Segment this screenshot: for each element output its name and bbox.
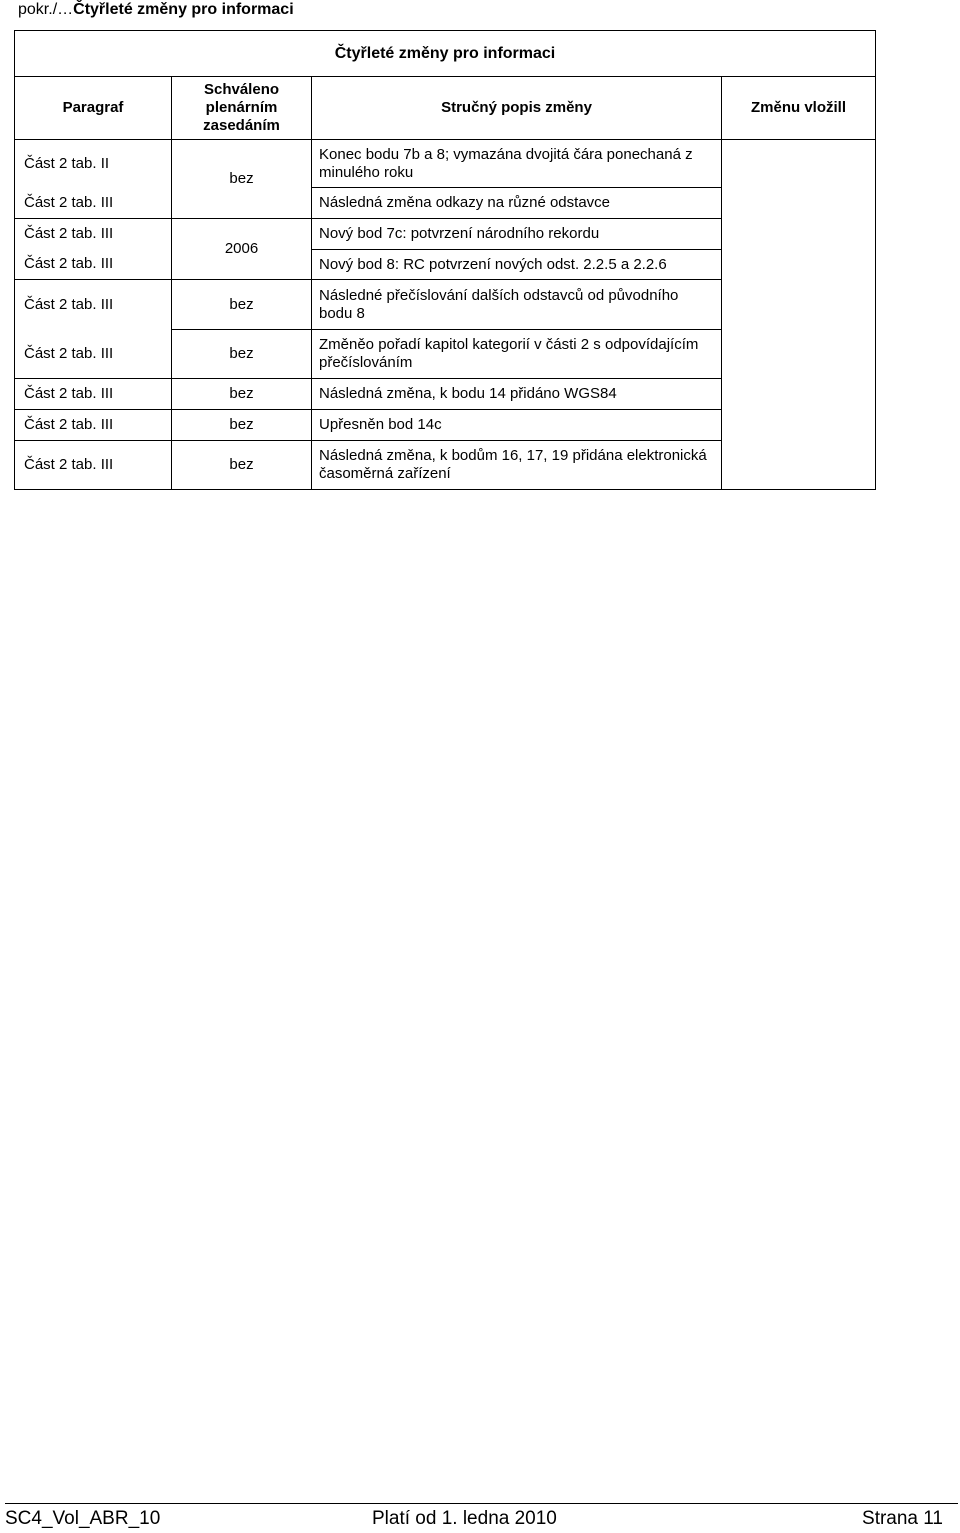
cell-approved: bez <box>172 140 312 219</box>
header-approved: Schváleno plenárním zasedáním <box>172 77 312 140</box>
cell-paragraph: Část 2 tab. III <box>15 330 172 379</box>
breadcrumb-current: Čtyřleté změny pro informaci <box>73 1 294 18</box>
changes-table <box>14 30 876 490</box>
cell-paragraph: Část 2 tab. III <box>15 250 172 280</box>
cell-paragraph: Část 2 tab. II <box>15 140 172 188</box>
cell-paragraph: Část 2 tab. III <box>15 379 172 410</box>
cell-description: Upřesněn bod 14c <box>312 410 722 441</box>
footer-page-number: Strana 11 <box>862 1508 943 1529</box>
cell-approved: bez <box>172 280 312 330</box>
table-header-row <box>15 77 876 140</box>
cell-description: Nový bod 7c: potvrzení národního rekordu <box>312 219 722 250</box>
cell-approved: 2006 <box>172 219 312 280</box>
breadcrumb <box>18 0 294 20</box>
header-paragraph: Paragraf <box>15 77 172 140</box>
cell-paragraph: Část 2 tab. III <box>15 280 172 330</box>
cell-description: Následná změna, k bodům 16, 17, 19 přidána elektronická časoměrná zařízení <box>312 441 722 490</box>
table-title-row <box>15 31 876 77</box>
footer-divider <box>5 1503 958 1504</box>
breadcrumb-prefix: pokr./… <box>18 1 74 18</box>
header-entered-by: Změnu vložill <box>722 77 876 140</box>
cell-approved: bez <box>172 330 312 379</box>
header-description: Stručný popis změny <box>312 77 722 140</box>
cell-paragraph: Část 2 tab. III <box>15 219 172 250</box>
cell-paragraph: Část 2 tab. III <box>15 188 172 219</box>
footer-valid-from: Platí od 1. ledna 2010 <box>372 1508 557 1529</box>
cell-description: Následná změna, k bodu 14 přidáno WGS84 <box>312 379 722 410</box>
table-row <box>15 140 876 188</box>
cell-description: Nový bod 8: RC potvrzení nových odst. 2.2.5 a 2.2.6 <box>312 250 722 280</box>
cell-description: Následné přečíslování dalších odstavců od původního bodu 8 <box>312 280 722 330</box>
table-title: Čtyřleté změny pro informaci <box>15 31 876 77</box>
cell-approved: bez <box>172 410 312 441</box>
cell-paragraph: Část 2 tab. III <box>15 410 172 441</box>
cell-paragraph: Část 2 tab. III <box>15 441 172 490</box>
cell-description: Následná změna odkazy na různé odstavce <box>312 188 722 219</box>
footer-document-id: SC4_Vol_ABR_10 <box>5 1508 161 1529</box>
cell-description: Konec bodu 7b a 8; vymazána dvojitá čára ponechaná z minulého roku <box>312 140 722 188</box>
cell-entered-by <box>722 140 876 490</box>
cell-approved: bez <box>172 379 312 410</box>
cell-approved: bez <box>172 441 312 490</box>
cell-description: Změněo pořadí kapitol kategorií v části 2 s odpovídajícím přečíslováním <box>312 330 722 379</box>
